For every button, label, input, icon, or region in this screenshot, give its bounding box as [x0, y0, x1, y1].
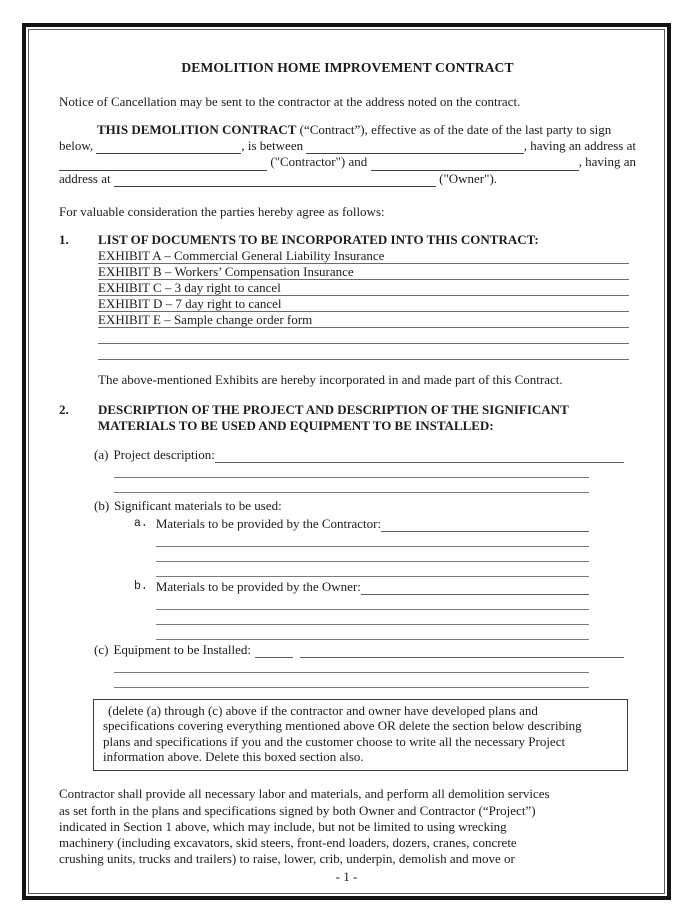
closing-line-4: machinery (including excavators, skid steers, front-end loaders, dozers, cranes, concrete — [59, 835, 517, 851]
closing-line-5: crushing units, trucks and trailers) to raise, lower, crib, underpin, demolish and move or — [59, 851, 515, 867]
owner-address-blank — [114, 174, 436, 187]
item-b-row — [94, 497, 624, 514]
intro-paragraph — [59, 122, 636, 187]
box-note-line-2: specifications covering everything mentioned above OR delete the section below describing — [103, 718, 582, 734]
section-2-number: 2. — [59, 401, 69, 417]
item-c-label: Equipment to be Installed: — [113, 641, 251, 657]
intro-line-1-rest: (“Contract”), effective as of the date of the last party to sign — [296, 122, 612, 137]
section-1-number: 1. — [59, 231, 69, 247]
exhibit-line-e: EXHIBIT E – Sample change order form — [98, 312, 629, 328]
cancellation-notice: Notice of Cancellation may be sent to the contractor at the address noted on the contract. — [59, 94, 521, 109]
section-1-body — [98, 232, 636, 386]
intro-line-1 — [59, 122, 636, 138]
blank-line — [156, 610, 589, 625]
exhibits-note: The above-mentioned Exhibits are hereby incorporated in and made part of this Contract. — [98, 371, 563, 387]
section-2 — [59, 402, 636, 434]
exhibit-line-d: EXHIBIT D – 7 day right to cancel — [98, 296, 629, 312]
intro-text: address at — [59, 170, 114, 186]
intro-line-3 — [59, 154, 636, 170]
contractor-address-blank — [59, 158, 267, 171]
blank-line — [156, 532, 589, 547]
section-1 — [59, 232, 636, 386]
intro-text: ("Contractor") and — [267, 154, 371, 170]
closing-line-3: indicated in Section 1 above, which may include, but not be limited to using wrecking — [59, 818, 507, 834]
blank-line — [114, 478, 589, 493]
intro-text: below, — [59, 138, 97, 154]
instruction-box — [93, 699, 628, 772]
closing-paragraph — [59, 786, 636, 867]
exhibit-line-c: EXHIBIT C – 3 day right to cancel — [98, 280, 629, 296]
item-a-label: Project description: — [113, 446, 215, 462]
consideration-paragraph: For valuable consideration the parties hereby agree as follows: — [59, 203, 385, 219]
section-2-heading-line-2: MATERIALS TO BE USED AND EQUIPMENT TO BE INSTALLED: — [98, 417, 494, 433]
sub-item-b-label: Materials to be provided by the Owner: — [155, 578, 361, 594]
sub-item-a-marker: a. — [134, 516, 148, 530]
intro-text: , having an address at — [523, 138, 636, 154]
section-2-heading-line-1: DESCRIPTION OF THE PROJECT AND DESCRIPTION OF THE SIGNIFICANT — [98, 401, 569, 417]
intro-text: ("Owner"). — [435, 170, 498, 186]
intro-text: , is between — [241, 138, 307, 154]
intro-text: , having an — [578, 154, 637, 170]
owner-materials-blank — [361, 580, 589, 595]
blank-line — [156, 562, 589, 577]
blank-line — [156, 595, 589, 610]
equipment-lines — [114, 658, 589, 688]
closing-line-2: as set forth in the plans and specifications signed by both Owner and Contractor (“Project”) — [59, 802, 536, 818]
project-description-lines — [114, 463, 589, 493]
item-c-row — [94, 641, 624, 658]
page-border-frame — [22, 23, 671, 900]
sub-item-a-row — [134, 515, 589, 532]
equipment-short-blank — [255, 643, 293, 658]
blank-line — [156, 547, 589, 562]
contractor-name-blank — [306, 141, 523, 154]
box-note-line-1: (delete (a) through (c) above if the contractor and owner have developed plans and — [108, 702, 538, 718]
contractor-materials-lines — [156, 532, 589, 577]
exhibit-line-a: EXHIBIT A – Commercial General Liability Insurance — [98, 248, 629, 264]
sub-item-b-marker: b. — [134, 579, 148, 593]
exhibit-line-b: EXHIBIT B – Workers’ Compensation Insurance — [98, 264, 629, 280]
sub-item-a-label: Materials to be provided by the Contractor: — [155, 515, 382, 531]
box-note-line-3: plans and specifications if you and the customer choose to write all the necessary Project — [103, 733, 566, 749]
exhibit-blank-line — [98, 344, 629, 360]
intro-lead-bold: THIS DEMOLITION CONTRACT — [97, 122, 297, 137]
owner-name-blank — [371, 158, 579, 171]
intro-line-4 — [59, 171, 636, 187]
blank-line — [114, 673, 589, 688]
page-content — [28, 29, 665, 894]
page-title: DEMOLITION HOME IMPROVEMENT CONTRACT — [181, 60, 514, 75]
equipment-blank — [300, 643, 624, 658]
project-description-blank — [215, 448, 624, 463]
blank-line — [156, 625, 589, 640]
date-blank — [96, 141, 241, 154]
exhibit-blank-line — [98, 328, 629, 344]
owner-materials-lines — [156, 595, 589, 640]
blank-line — [114, 463, 589, 478]
section-2-body — [98, 402, 636, 434]
contractor-materials-blank — [381, 517, 589, 532]
blank-line — [114, 658, 589, 673]
box-note-line-4: information above. Delete this boxed section also. — [103, 749, 364, 765]
section-1-heading: LIST OF DOCUMENTS TO BE INCORPORATED INTO THIS CONTRACT: — [98, 231, 539, 247]
item-c-marker: (c) — [94, 641, 109, 657]
closing-line-1: Contractor shall provide all necessary labor and materials, and perform all demolition services — [59, 786, 550, 802]
page-number: - 1 - — [335, 869, 358, 884]
item-b-label: Significant materials to be used: — [114, 497, 282, 513]
intro-line-2 — [59, 138, 636, 154]
item-a-row — [94, 446, 624, 463]
item-a-marker: (a) — [94, 446, 109, 462]
item-b-marker: (b) — [94, 497, 110, 513]
sub-item-b-row — [134, 578, 589, 595]
